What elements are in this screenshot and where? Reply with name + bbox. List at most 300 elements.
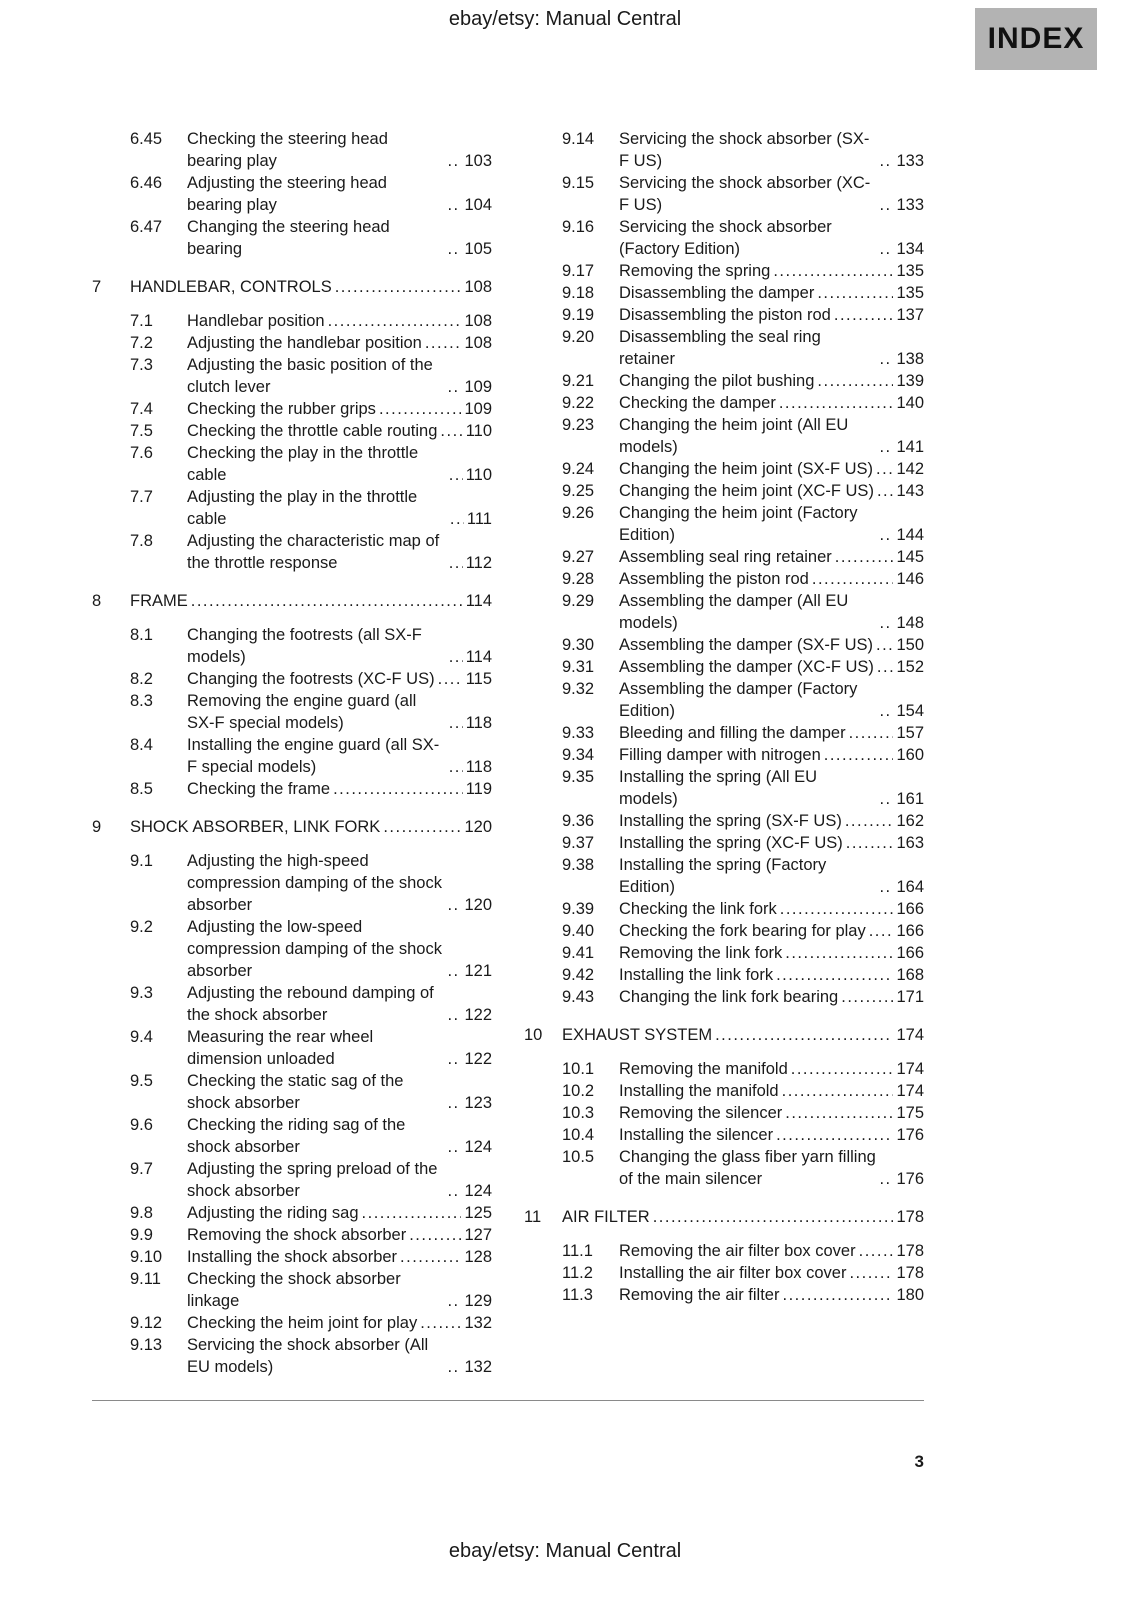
toc-entry bbox=[524, 920, 924, 942]
toc-leader-dots bbox=[450, 508, 464, 530]
toc-entry-title: Adjusting the high-speed compression damping of the shock absorber bbox=[187, 852, 442, 914]
toc-leader-dots bbox=[449, 646, 463, 668]
toc-entry-page: 144 bbox=[896, 526, 924, 544]
toc-entry-number: 9.15 bbox=[562, 174, 595, 192]
toc-entry-title: Checking the frame bbox=[187, 780, 331, 798]
toc-entry-title: AIR FILTER bbox=[562, 1208, 650, 1226]
toc-leader-dots bbox=[447, 1290, 461, 1312]
toc-entry-title: Bleeding and filling the damper bbox=[619, 724, 846, 742]
toc-entry-page: 120 bbox=[464, 896, 492, 914]
toc-entry bbox=[92, 128, 492, 172]
toc-entry-page: 176 bbox=[896, 1170, 924, 1188]
toc-entry-title: Installing the engine guard (all SX-F special models) bbox=[187, 736, 440, 776]
toc-entry-page: 143 bbox=[896, 482, 924, 500]
toc-chapter-entry bbox=[92, 816, 492, 838]
toc-leader-dots bbox=[438, 668, 463, 690]
toc-entry-number: 10.4 bbox=[562, 1126, 595, 1144]
toc-leader-dots bbox=[776, 1124, 893, 1146]
toc-leader-dots bbox=[845, 810, 894, 832]
toc-entry-number: 9.9 bbox=[130, 1226, 153, 1244]
toc-entry-page: 163 bbox=[896, 834, 924, 852]
toc-entry-page: 138 bbox=[896, 350, 924, 368]
toc-leader-dots bbox=[782, 1284, 893, 1306]
toc-entry bbox=[524, 1146, 924, 1190]
toc-entry bbox=[524, 766, 924, 810]
toc-entry-number: 9.31 bbox=[562, 658, 595, 676]
toc-leader-dots bbox=[791, 1058, 894, 1080]
toc-entry-page: 112 bbox=[465, 554, 492, 572]
toc-entry-number: 9.40 bbox=[562, 922, 595, 940]
toc-entry-page: 174 bbox=[896, 1060, 924, 1078]
toc-entry-page: 109 bbox=[464, 400, 492, 418]
toc-entry-number: 9.4 bbox=[130, 1028, 153, 1046]
toc-entry-number: 7.6 bbox=[130, 444, 153, 462]
toc-entry bbox=[92, 1334, 492, 1378]
toc-leader-dots bbox=[653, 1206, 894, 1228]
toc-entry-number: 9.7 bbox=[130, 1160, 153, 1178]
toc-entry-title: Installing the air filter box cover bbox=[619, 1264, 847, 1282]
toc-entry-number: 8.2 bbox=[130, 670, 153, 688]
toc-entry-title: Servicing the shock absorber (All EU models) bbox=[187, 1336, 429, 1376]
toc-entry bbox=[92, 778, 492, 800]
toc-entry-page: 137 bbox=[896, 306, 924, 324]
toc-entry-page: 134 bbox=[896, 240, 924, 258]
toc-entry-title: Checking the static sag of the shock absorber bbox=[187, 1072, 404, 1112]
toc-entry bbox=[92, 1026, 492, 1070]
toc-entry-page: 114 bbox=[465, 648, 492, 666]
page-header-label: ebay/etsy: Manual Central bbox=[448, 8, 682, 30]
toc-chapter-entry bbox=[524, 1024, 924, 1046]
toc-entry bbox=[92, 1246, 492, 1268]
toc-leader-dots bbox=[449, 756, 463, 778]
toc-entry bbox=[524, 1124, 924, 1146]
toc-leader-dots bbox=[447, 1004, 461, 1026]
toc-leader-dots bbox=[447, 238, 461, 260]
toc-entry bbox=[524, 634, 924, 656]
footer-divider bbox=[92, 1400, 924, 1401]
toc-entry bbox=[92, 982, 492, 1026]
toc-entry-number: 9.27 bbox=[562, 548, 595, 566]
toc-entry-number: 9.42 bbox=[562, 966, 595, 984]
toc-entry-number: 7.3 bbox=[130, 356, 153, 374]
toc-entry-page: 178 bbox=[896, 1208, 924, 1226]
toc-entry-number: 7.4 bbox=[130, 400, 153, 418]
toc-leader-dots bbox=[834, 304, 894, 326]
toc-entry-page: 110 bbox=[465, 466, 492, 484]
toc-entry-number: 9.29 bbox=[562, 592, 595, 610]
toc-entry-page: 132 bbox=[464, 1358, 492, 1376]
toc-entry-title: Changing the link fork bearing bbox=[619, 988, 839, 1006]
toc-entry bbox=[92, 1114, 492, 1158]
toc-entry-title: Changing the steering head bearing bbox=[187, 218, 390, 258]
toc-entry-title: Adjusting the steering head bearing play bbox=[187, 174, 387, 214]
toc-entry-number: 9.41 bbox=[562, 944, 595, 962]
toc-leader-dots bbox=[877, 656, 894, 678]
toc-entry-title: Servicing the shock absorber (Factory Edition) bbox=[619, 218, 832, 258]
toc-leader-dots bbox=[191, 590, 463, 612]
toc-entry-title: Removing the silencer bbox=[619, 1104, 783, 1122]
toc-entry bbox=[524, 986, 924, 1008]
toc-entry bbox=[92, 1268, 492, 1312]
toc-entry-page: 154 bbox=[896, 702, 924, 720]
toc-entry-number: 9.8 bbox=[130, 1204, 153, 1222]
toc-entry-number: 10 bbox=[524, 1026, 543, 1044]
toc-entry-page: 103 bbox=[464, 152, 492, 170]
toc-entry-number: 9.11 bbox=[130, 1270, 161, 1288]
toc-leader-dots bbox=[785, 1102, 893, 1124]
toc-entry-title: Removing the air filter bbox=[619, 1286, 780, 1304]
toc-entry-number: 9.36 bbox=[562, 812, 595, 830]
toc-entry-title: Adjusting the low-speed compression damping of the shock absorber bbox=[187, 918, 442, 980]
toc-leader-dots bbox=[447, 1180, 461, 1202]
toc-entry-page: 133 bbox=[896, 196, 924, 214]
toc-entry-title: HANDLEBAR, CONTROLS bbox=[130, 278, 332, 296]
toc-entry-title: EXHAUST SYSTEM bbox=[562, 1026, 713, 1044]
toc-chapter-entry bbox=[92, 276, 492, 298]
toc-entry-title: Checking the heim joint for play bbox=[187, 1314, 418, 1332]
toc-entry bbox=[524, 414, 924, 458]
toc-entry-title: Removing the shock absorber bbox=[187, 1226, 407, 1244]
toc-entry bbox=[524, 832, 924, 854]
toc-entry-number: 9.43 bbox=[562, 988, 595, 1006]
toc-entry-title: Checking the fork bearing for play bbox=[619, 922, 866, 940]
toc-leader-dots bbox=[409, 1224, 461, 1246]
toc-entry-title: Checking the steering head bearing play bbox=[187, 130, 388, 170]
toc-entry-number: 7.8 bbox=[130, 532, 153, 550]
toc-entry-page: 108 bbox=[464, 278, 492, 296]
toc-entry-title: Adjusting the riding sag bbox=[187, 1204, 359, 1222]
toc-entry-page: 166 bbox=[896, 922, 924, 940]
toc-entry-title: Installing the shock absorber bbox=[187, 1248, 398, 1266]
toc-entry bbox=[524, 744, 924, 766]
toc-entry bbox=[524, 502, 924, 546]
toc-entry bbox=[92, 1202, 492, 1224]
toc-entry-number: 8 bbox=[92, 592, 102, 610]
toc-entry-number: 9.1 bbox=[130, 852, 153, 870]
toc-leader-dots bbox=[447, 194, 461, 216]
toc-leader-dots bbox=[449, 552, 463, 574]
toc-leader-dots bbox=[400, 1246, 461, 1268]
toc-leader-dots bbox=[879, 700, 893, 722]
toc-entry-title: Checking the riding sag of the shock absorber bbox=[187, 1116, 406, 1156]
toc-entry-number: 6.45 bbox=[130, 130, 163, 148]
toc-entry bbox=[524, 568, 924, 590]
toc-entry-number: 7.1 bbox=[130, 312, 153, 330]
toc-entry-title: Changing the heim joint (Factory Edition) bbox=[619, 504, 858, 544]
toc-entry-title: Adjusting the spring preload of the shock absorber bbox=[187, 1160, 438, 1200]
toc-entry bbox=[92, 850, 492, 916]
toc-entry bbox=[524, 326, 924, 370]
toc-entry-number: 9.30 bbox=[562, 636, 595, 654]
toc-entry-title: Checking the shock absorber linkage bbox=[187, 1270, 401, 1310]
toc-entry-number: 6.47 bbox=[130, 218, 163, 236]
toc-entry bbox=[524, 1240, 924, 1262]
toc-entry-number: 11.1 bbox=[562, 1242, 593, 1260]
toc-leader-dots bbox=[425, 332, 462, 354]
toc-leader-dots bbox=[773, 260, 893, 282]
toc-leader-dots bbox=[779, 392, 894, 414]
toc-entry-page: 162 bbox=[896, 812, 924, 830]
toc-leader-dots bbox=[362, 1202, 462, 1224]
toc-entry-number: 9.24 bbox=[562, 460, 595, 478]
toc-entry bbox=[92, 734, 492, 778]
toc-entry-title: Removing the manifold bbox=[619, 1060, 788, 1078]
toc-entry-number: 11 bbox=[524, 1208, 542, 1226]
toc-entry bbox=[92, 216, 492, 260]
toc-entry-page: 109 bbox=[464, 378, 492, 396]
toc-leader-dots bbox=[876, 458, 893, 480]
toc-leader-dots bbox=[879, 150, 893, 172]
toc-entry-page: 141 bbox=[896, 438, 924, 456]
toc-entry-title: Assembling seal ring retainer bbox=[619, 548, 832, 566]
toc-entry-number: 9.12 bbox=[130, 1314, 163, 1332]
toc-entry bbox=[92, 1312, 492, 1334]
toc-entry bbox=[524, 1058, 924, 1080]
toc-entry-title: Checking the throttle cable routing bbox=[187, 422, 438, 440]
toc-entry bbox=[524, 1262, 924, 1284]
toc-entry-title: Checking the play in the throttle cable bbox=[187, 444, 419, 484]
toc-entry-page: 124 bbox=[464, 1138, 492, 1156]
toc-entry-title: Installing the manifold bbox=[619, 1082, 779, 1100]
toc-entry-number: 10.1 bbox=[562, 1060, 595, 1078]
toc-entry-title: Removing the spring bbox=[619, 262, 771, 280]
toc-leader-dots bbox=[879, 348, 893, 370]
toc-leader-dots bbox=[817, 282, 893, 304]
toc-entry-number: 9.22 bbox=[562, 394, 595, 412]
index-badge bbox=[975, 8, 1097, 70]
toc-entry-title: Installing the spring (SX-F US) bbox=[619, 812, 842, 830]
toc-entry-title: Adjusting the play in the throttle cable bbox=[187, 488, 418, 528]
toc-entry-page: 146 bbox=[896, 570, 924, 588]
toc-entry-number: 10.5 bbox=[562, 1148, 595, 1166]
toc-leader-dots bbox=[876, 634, 893, 656]
toc-entry bbox=[92, 310, 492, 332]
toc-entry-page: 111 bbox=[466, 510, 492, 528]
toc-entry-title: Adjusting the rebound damping of the shock absorber bbox=[187, 984, 434, 1024]
toc-entry-page: 122 bbox=[464, 1050, 492, 1068]
toc-entry-number: 9.20 bbox=[562, 328, 595, 346]
toc-leader-dots bbox=[879, 238, 893, 260]
toc-entry-title: Assembling the damper (SX-F US) bbox=[619, 636, 874, 654]
toc-entry-title: Changing the heim joint (XC-F US) bbox=[619, 482, 874, 500]
toc-entry-number: 10.2 bbox=[562, 1082, 595, 1100]
toc-entry bbox=[524, 458, 924, 480]
toc-entry-title: Installing the link fork bbox=[619, 966, 774, 984]
toc-leader-dots bbox=[447, 960, 461, 982]
toc-entry bbox=[92, 486, 492, 530]
toc-entry-number: 9.18 bbox=[562, 284, 595, 302]
toc-entry-title: Changing the footrests (all SX-F models) bbox=[187, 626, 422, 666]
toc-entry-title: Changing the heim joint (All EU models) bbox=[619, 416, 849, 456]
toc-entry bbox=[92, 668, 492, 690]
toc-leader-dots bbox=[379, 398, 462, 420]
toc-leader-dots bbox=[869, 920, 894, 942]
toc-entry-title: Assembling the damper (Factory Edition) bbox=[619, 680, 858, 720]
toc-leader-dots bbox=[782, 1080, 894, 1102]
toc-entry-title: Changing the pilot bushing bbox=[619, 372, 815, 390]
toc-leader-dots bbox=[447, 150, 461, 172]
toc-entry-title: Disassembling the seal ring retainer bbox=[619, 328, 821, 368]
toc-entry-number: 9.33 bbox=[562, 724, 595, 742]
toc-entry-number: 10.3 bbox=[562, 1104, 595, 1122]
toc-entry-page: 157 bbox=[896, 724, 924, 742]
toc-entry bbox=[524, 480, 924, 502]
toc-entry bbox=[524, 678, 924, 722]
toc-entry-page: 145 bbox=[896, 548, 924, 566]
toc-entry bbox=[524, 1284, 924, 1306]
toc-entry-number: 9.38 bbox=[562, 856, 595, 874]
toc-entry-page: 166 bbox=[896, 900, 924, 918]
toc-entry-page: 129 bbox=[464, 1292, 492, 1310]
toc-leader-dots bbox=[859, 1240, 894, 1262]
toc-leader-dots bbox=[447, 894, 461, 916]
toc-entry bbox=[524, 1102, 924, 1124]
toc-entry bbox=[92, 1070, 492, 1114]
toc-entry-title: Handlebar position bbox=[187, 312, 325, 330]
toc-entry-page: 120 bbox=[464, 818, 492, 836]
toc-entry-number: 9.16 bbox=[562, 218, 595, 236]
toc-entry-number: 11.3 bbox=[562, 1286, 593, 1304]
toc-entry bbox=[524, 392, 924, 414]
toc-entry-title: Removing the link fork bbox=[619, 944, 783, 962]
toc-entry-page: 105 bbox=[464, 240, 492, 258]
toc-entry bbox=[92, 172, 492, 216]
toc-leader-dots bbox=[879, 612, 893, 634]
toc-entry bbox=[524, 282, 924, 304]
toc-entry-number: 9.34 bbox=[562, 746, 595, 764]
index-badge-label: INDEX bbox=[987, 22, 1085, 55]
toc-entry-page: 132 bbox=[464, 1314, 492, 1332]
toc-entry bbox=[524, 854, 924, 898]
toc-entry bbox=[524, 172, 924, 216]
toc-entry-title: Checking the rubber grips bbox=[187, 400, 376, 418]
toc-entry-page: 114 bbox=[465, 592, 492, 610]
toc-entry-page: 122 bbox=[464, 1006, 492, 1024]
toc-entry-title: Disassembling the damper bbox=[619, 284, 815, 302]
toc-entry-title: SHOCK ABSORBER, LINK FORK bbox=[130, 818, 381, 836]
toc-entry-page: 121 bbox=[464, 962, 492, 980]
toc-entry-title: Assembling the damper (XC-F US) bbox=[619, 658, 874, 676]
toc-leader-dots bbox=[835, 546, 894, 568]
toc-leader-dots bbox=[715, 1024, 893, 1046]
toc-entry-number: 7.2 bbox=[130, 334, 153, 352]
toc-entry-page: 142 bbox=[896, 460, 924, 478]
toc-entry-title: Filling damper with nitrogen bbox=[619, 746, 821, 764]
toc-entry bbox=[92, 420, 492, 442]
toc-entry-page: 125 bbox=[464, 1204, 492, 1222]
toc-leader-dots bbox=[447, 1356, 461, 1378]
toc-entry bbox=[92, 916, 492, 982]
toc-entry-page: 150 bbox=[896, 636, 924, 654]
toc-entry bbox=[524, 546, 924, 568]
toc-leader-dots bbox=[447, 376, 461, 398]
toc-entry-title: Checking the link fork bbox=[619, 900, 777, 918]
toc-entry-page: 123 bbox=[464, 1094, 492, 1112]
toc-entry-number: 9.32 bbox=[562, 680, 595, 698]
toc-entry-page: 133 bbox=[896, 152, 924, 170]
toc-leader-dots bbox=[420, 1312, 461, 1334]
toc-entry-title: Servicing the shock absorber (SX-F US) bbox=[619, 130, 870, 170]
toc-entry-number: 6.46 bbox=[130, 174, 163, 192]
toc-entry bbox=[524, 898, 924, 920]
toc-entry-page: 118 bbox=[465, 758, 492, 776]
toc-leader-dots bbox=[449, 464, 463, 486]
toc-entry-title: Removing the air filter box cover bbox=[619, 1242, 856, 1260]
toc-entry-title: Assembling the piston rod bbox=[619, 570, 809, 588]
table-of-contents bbox=[92, 128, 924, 1378]
page-footer-label: ebay/etsy: Manual Central bbox=[448, 1540, 682, 1562]
toc-leader-dots bbox=[785, 942, 893, 964]
toc-entry-page: 176 bbox=[896, 1126, 924, 1144]
toc-entry bbox=[92, 354, 492, 398]
toc-entry-page: 174 bbox=[896, 1026, 924, 1044]
toc-entry-page: 140 bbox=[896, 394, 924, 412]
toc-entry-number: 9.13 bbox=[130, 1336, 163, 1354]
toc-entry bbox=[524, 1080, 924, 1102]
toc-leader-dots bbox=[449, 712, 463, 734]
toc-leader-dots bbox=[780, 898, 894, 920]
toc-entry-page: 115 bbox=[465, 670, 492, 688]
toc-leader-dots bbox=[333, 778, 463, 800]
toc-entry-number: 8.5 bbox=[130, 780, 153, 798]
toc-leader-dots bbox=[824, 744, 894, 766]
toc-entry-number: 9.25 bbox=[562, 482, 595, 500]
toc-entry bbox=[92, 690, 492, 734]
toc-entry bbox=[524, 942, 924, 964]
toc-entry-page: 148 bbox=[896, 614, 924, 632]
toc-entry-number: 9.3 bbox=[130, 984, 153, 1002]
toc-entry bbox=[92, 1224, 492, 1246]
toc-entry-title: Assembling the damper (All EU models) bbox=[619, 592, 849, 632]
toc-entry-page: 174 bbox=[896, 1082, 924, 1100]
toc-leader-dots bbox=[776, 964, 893, 986]
toc-entry-number: 11.2 bbox=[562, 1264, 593, 1282]
toc-entry-number: 9.19 bbox=[562, 306, 595, 324]
toc-entry bbox=[524, 370, 924, 392]
toc-entry-number: 9.26 bbox=[562, 504, 595, 522]
toc-entry-title: Changing the footrests (XC-F US) bbox=[187, 670, 435, 688]
toc-entry-page: 178 bbox=[896, 1264, 924, 1282]
toc-entry bbox=[92, 398, 492, 420]
toc-leader-dots bbox=[877, 480, 894, 502]
toc-entry bbox=[524, 810, 924, 832]
toc-entry-number: 9.6 bbox=[130, 1116, 153, 1134]
toc-leader-dots bbox=[440, 420, 462, 442]
toc-entry-title: Changing the glass fiber yarn filling of the main silencer bbox=[619, 1148, 876, 1188]
toc-leader-dots bbox=[879, 524, 893, 546]
toc-entry-page: 119 bbox=[465, 780, 492, 798]
toc-entry-page: 166 bbox=[896, 944, 924, 962]
toc-entry-title: Changing the heim joint (SX-F US) bbox=[619, 460, 874, 478]
toc-entry-number: 9.5 bbox=[130, 1072, 153, 1090]
toc-entry bbox=[524, 722, 924, 744]
toc-leader-dots bbox=[849, 722, 894, 744]
toc-leader-dots bbox=[812, 568, 894, 590]
toc-entry bbox=[92, 442, 492, 486]
toc-entry-number: 9.17 bbox=[562, 262, 595, 280]
toc-entry-number: 8.4 bbox=[130, 736, 153, 754]
toc-leader-dots bbox=[879, 436, 893, 458]
toc-leader-dots bbox=[447, 1048, 461, 1070]
toc-entry-number: 9.35 bbox=[562, 768, 595, 786]
toc-leader-dots bbox=[879, 788, 893, 810]
toc-entry-page: 135 bbox=[896, 262, 924, 280]
toc-entry bbox=[524, 656, 924, 678]
toc-entry-number: 7.5 bbox=[130, 422, 153, 440]
toc-column-left bbox=[92, 128, 492, 1378]
toc-entry-title: Servicing the shock absorber (XC-F US) bbox=[619, 174, 871, 214]
toc-entry-number: 9.28 bbox=[562, 570, 595, 588]
